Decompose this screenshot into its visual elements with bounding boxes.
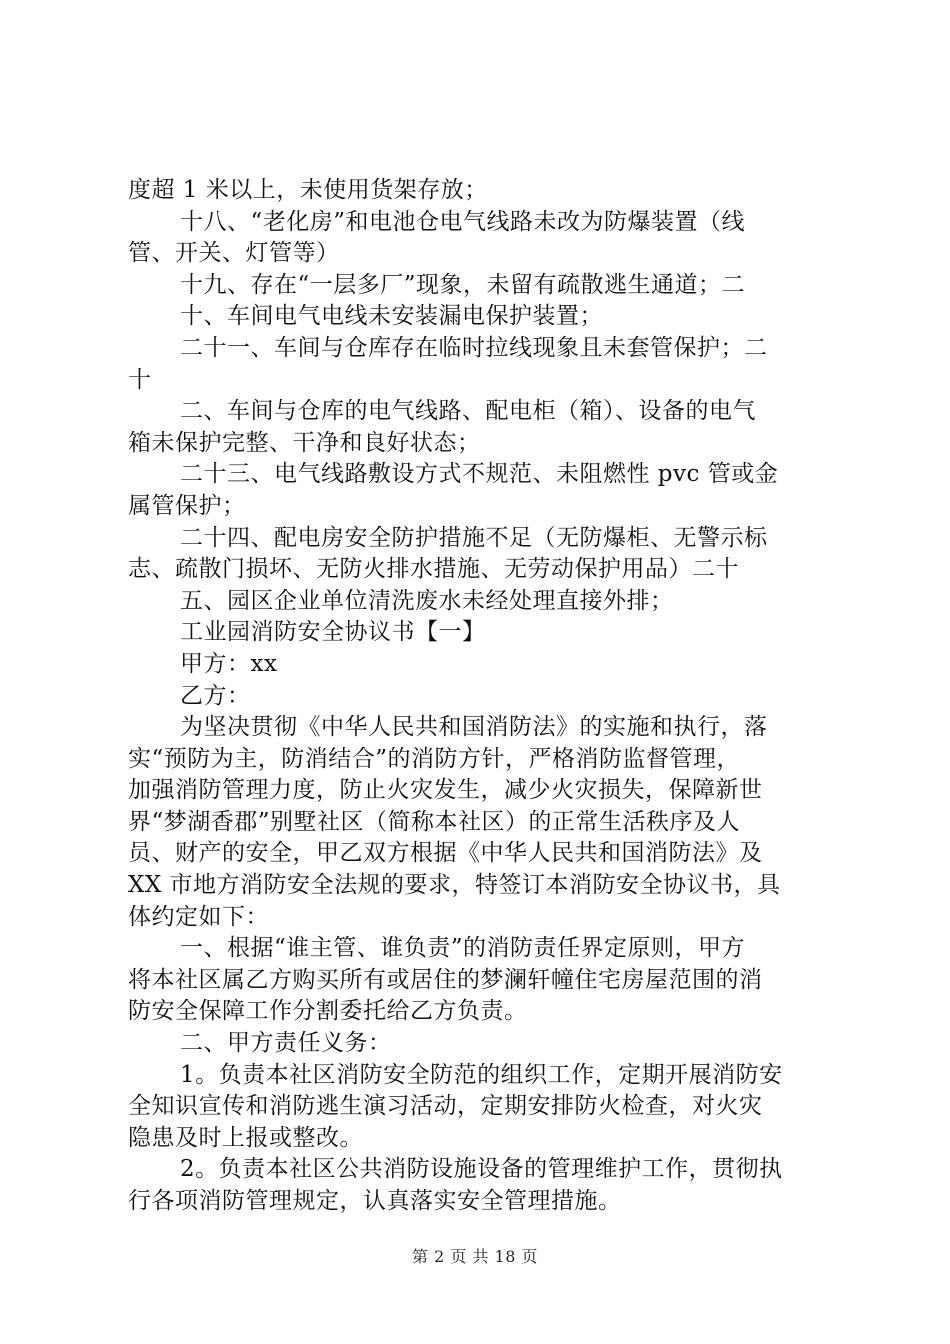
text-line: 为坚决贯彻《中华人民共和国消防法》的实施和执行，落 bbox=[180, 714, 768, 741]
text-line: 二、甲方责任义务： bbox=[180, 1030, 392, 1057]
text-line: 将本社区属乙方购买所有或居住的梦澜轩幢住宅房屋范围的消 bbox=[128, 966, 763, 993]
text-line: 二十一、车间与仓库存在临时拉线现象且未套管保护；二 bbox=[180, 334, 768, 361]
text-line: 员、财产的安全，甲乙双方根据《中华人民共和国消防法》及 bbox=[128, 840, 763, 867]
text-line: 十九、存在“一层多厂”现象，未留有疏散逃生通道；二 bbox=[180, 271, 746, 298]
text-line: 二十三、电气线路敷设方式不规范、未阻燃性 pvc 管或金 bbox=[180, 461, 779, 488]
text-line: 1。负责本社区消防安全防范的组织工作，定期开展消防安 bbox=[180, 1061, 783, 1088]
text-line: 十 bbox=[128, 366, 152, 393]
text-line: 甲方：xx bbox=[180, 650, 278, 677]
text-line: 五、园区企业单位清洗废水未经处理直接外排； bbox=[180, 587, 674, 614]
text-line: 二十四、配电房安全防护措施不足（无防爆柜、无警示标 bbox=[180, 524, 768, 551]
text-line: 十、车间电气电线未安装漏电保护装置； bbox=[180, 303, 603, 330]
text-line: 箱未保护完整、干净和良好状态； bbox=[128, 429, 481, 456]
document-body bbox=[128, 175, 840, 1218]
text-line: 十八、“老化房”和电池仓电气线路未改为防爆装置（线 bbox=[180, 208, 746, 235]
text-line: 属管保护； bbox=[128, 492, 246, 519]
text-line: 防安全保障工作分割委托给乙方负责。 bbox=[128, 998, 528, 1025]
text-line: 体约定如下： bbox=[128, 903, 269, 930]
text-line: XX 市地方消防安全法规的要求，特签订本消防安全协议书，具 bbox=[128, 872, 781, 899]
text-line: 界“梦湖香郡”别墅社区（简称本社区）的正常生活秩序及人 bbox=[128, 808, 741, 835]
text-line: 隐患及时上报或整改。 bbox=[128, 1124, 363, 1151]
text-line: 实“预防为主，防消结合”的消防方针，严格消防监督管理， bbox=[128, 745, 741, 772]
page-footer: 第 2 页 共 18 页 bbox=[412, 1247, 538, 1266]
text-line: 度超 1 米以上，未使用货架存放； bbox=[128, 177, 488, 203]
text-line: 一、根据“谁主管、谁负责”的消防责任界定原则，甲方 bbox=[180, 935, 746, 962]
text-line: 志、疏散门损坏、无防火排水措施、无劳动保护用品）二十 bbox=[128, 556, 739, 583]
text-line: 全知识宣传和消防逃生演习活动，定期安排防火检查，对火灾 bbox=[128, 1093, 763, 1120]
text-line: 工业园消防安全协议书【一】 bbox=[180, 619, 486, 646]
text-line: 管、开关、灯管等） bbox=[128, 240, 340, 267]
text-line: 2。负责本社区公共消防设施设备的管理维护工作，贯彻执 bbox=[180, 1156, 783, 1183]
text-line: 行各项消防管理规定，认真落实安全管理措施。 bbox=[128, 1188, 622, 1214]
text-line: 乙方： bbox=[180, 682, 251, 709]
text-line: 二、车间与仓库的电气线路、配电柜（箱）、设备的电气 bbox=[180, 398, 756, 425]
text-line: 加强消防管理力度，防止火灾发生，减少火灾损失，保障新世 bbox=[128, 777, 763, 804]
